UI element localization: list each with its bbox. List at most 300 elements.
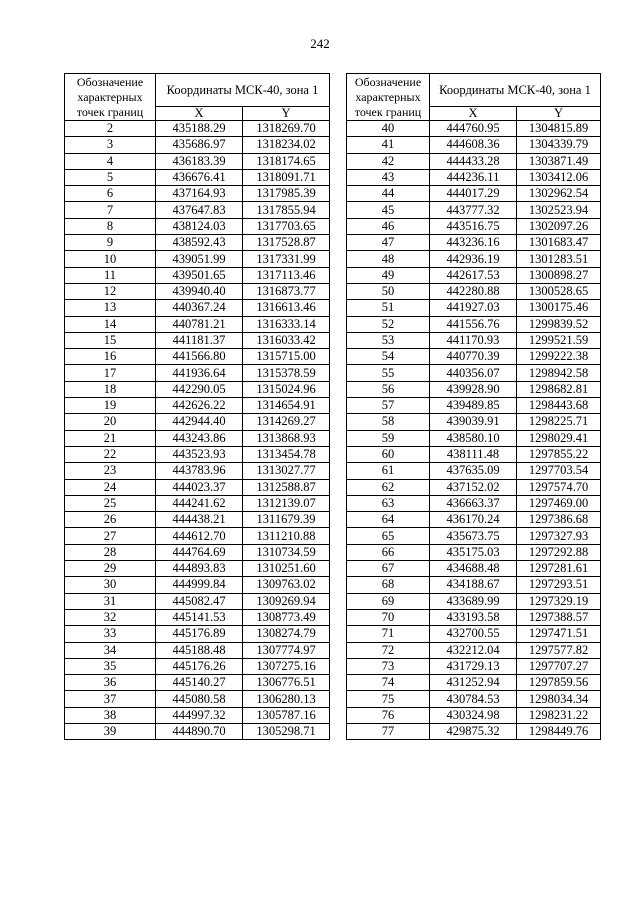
table-row <box>347 218 601 234</box>
table-row <box>65 675 330 691</box>
x-coordinate-cell: 436676.41 <box>156 169 243 185</box>
point-number-cell: 64 <box>347 512 430 528</box>
x-coordinate-cell: 441936.64 <box>156 365 243 381</box>
y-coordinate-cell: 1316333.14 <box>243 316 330 332</box>
table-row <box>65 658 330 674</box>
x-coordinate-cell: 441566.80 <box>156 349 243 365</box>
y-coordinate-cell: 1316873.77 <box>243 283 330 299</box>
point-number-cell: 38 <box>65 707 156 723</box>
y-coordinate-cell: 1318269.70 <box>243 121 330 137</box>
table-row <box>65 381 330 397</box>
x-coordinate-cell: 432212.04 <box>430 642 517 658</box>
x-coordinate-cell: 430324.98 <box>430 707 517 723</box>
table-row <box>65 430 330 446</box>
point-number-cell: 48 <box>347 251 430 267</box>
x-coordinate-cell: 438592.43 <box>156 235 243 251</box>
x-coordinate-cell: 444023.37 <box>156 479 243 495</box>
table-row <box>65 267 330 283</box>
point-number-cell: 73 <box>347 658 430 674</box>
x-coordinate-cell: 439940.40 <box>156 283 243 299</box>
y-coordinate-cell: 1312139.07 <box>243 495 330 511</box>
x-coordinate-cell: 443516.75 <box>430 218 517 234</box>
y-coordinate-cell: 1318091.71 <box>243 169 330 185</box>
y-coordinate-cell: 1317331.99 <box>243 251 330 267</box>
table-row <box>347 675 601 691</box>
table-row <box>347 495 601 511</box>
table-row <box>347 430 601 446</box>
y-coordinate-cell: 1307275.16 <box>243 658 330 674</box>
table-row <box>347 463 601 479</box>
table-row <box>65 495 330 511</box>
table-row <box>65 479 330 495</box>
y-coordinate-cell: 1297281.61 <box>517 561 601 577</box>
x-coordinate-cell: 432700.55 <box>430 626 517 642</box>
point-number-cell: 45 <box>347 202 430 218</box>
table-row <box>347 300 601 316</box>
point-number-cell: 55 <box>347 365 430 381</box>
x-coordinate-cell: 444608.36 <box>430 137 517 153</box>
x-coordinate-cell: 442290.05 <box>156 381 243 397</box>
x-coordinate-cell: 442280.88 <box>430 283 517 299</box>
header-point-label: Обозначение характерных точек границ <box>65 74 156 121</box>
table-row <box>347 316 601 332</box>
table-row <box>65 283 330 299</box>
point-number-cell: 71 <box>347 626 430 642</box>
table-row <box>347 398 601 414</box>
point-number-cell: 18 <box>65 381 156 397</box>
table-row <box>65 626 330 642</box>
point-number-cell: 53 <box>347 332 430 348</box>
point-number-cell: 23 <box>65 463 156 479</box>
table-row <box>347 202 601 218</box>
point-number-cell: 9 <box>65 235 156 251</box>
table-row <box>65 218 330 234</box>
y-coordinate-cell: 1297859.56 <box>517 675 601 691</box>
x-coordinate-cell: 434688.48 <box>430 561 517 577</box>
x-coordinate-cell: 431252.94 <box>430 675 517 691</box>
point-number-cell: 25 <box>65 495 156 511</box>
table-row <box>347 544 601 560</box>
x-coordinate-cell: 445082.47 <box>156 593 243 609</box>
y-coordinate-cell: 1317528.87 <box>243 235 330 251</box>
x-coordinate-cell: 445176.89 <box>156 626 243 642</box>
table-row <box>347 381 601 397</box>
table-row <box>347 658 601 674</box>
table-row <box>347 561 601 577</box>
point-number-cell: 46 <box>347 218 430 234</box>
point-number-cell: 43 <box>347 169 430 185</box>
table-row <box>347 137 601 153</box>
x-coordinate-cell: 434188.67 <box>430 577 517 593</box>
y-coordinate-cell: 1317855.94 <box>243 202 330 218</box>
y-coordinate-cell: 1313027.77 <box>243 463 330 479</box>
y-coordinate-cell: 1300528.65 <box>517 283 601 299</box>
y-coordinate-cell: 1312588.87 <box>243 479 330 495</box>
page-number: 242 <box>310 36 330 51</box>
point-number-cell: 44 <box>347 186 430 202</box>
header-coords-label: Координаты МСК-40, зона 1 <box>430 74 601 107</box>
table-row <box>65 609 330 625</box>
table-row <box>65 544 330 560</box>
x-coordinate-cell: 443783.96 <box>156 463 243 479</box>
table-row <box>65 446 330 462</box>
y-coordinate-cell: 1318174.65 <box>243 153 330 169</box>
table-body-left <box>65 121 330 740</box>
table-row <box>347 593 601 609</box>
table-row <box>347 186 601 202</box>
y-coordinate-cell: 1301683.47 <box>517 235 601 251</box>
y-coordinate-cell: 1299521.59 <box>517 332 601 348</box>
y-coordinate-cell: 1298942.58 <box>517 365 601 381</box>
table-row <box>347 349 601 365</box>
table-row <box>65 300 330 316</box>
table-row <box>65 723 330 739</box>
point-number-cell: 29 <box>65 561 156 577</box>
table-row <box>347 528 601 544</box>
x-coordinate-cell: 441181.37 <box>156 332 243 348</box>
table-row <box>347 153 601 169</box>
x-coordinate-cell: 444890.70 <box>156 723 243 739</box>
point-number-cell: 7 <box>65 202 156 218</box>
point-number-cell: 42 <box>347 153 430 169</box>
table-row <box>347 251 601 267</box>
point-number-cell: 5 <box>65 169 156 185</box>
point-number-cell: 63 <box>347 495 430 511</box>
table-row <box>65 463 330 479</box>
x-coordinate-cell: 437635.09 <box>430 463 517 479</box>
x-coordinate-cell: 430784.53 <box>430 691 517 707</box>
table-row <box>347 414 601 430</box>
point-number-cell: 61 <box>347 463 430 479</box>
x-coordinate-cell: 441927.03 <box>430 300 517 316</box>
point-number-cell: 16 <box>65 349 156 365</box>
x-coordinate-cell: 436663.37 <box>430 495 517 511</box>
table-row <box>347 169 601 185</box>
y-coordinate-cell: 1305298.71 <box>243 723 330 739</box>
y-coordinate-cell: 1306280.13 <box>243 691 330 707</box>
point-number-cell: 14 <box>65 316 156 332</box>
point-number-cell: 67 <box>347 561 430 577</box>
point-number-cell: 75 <box>347 691 430 707</box>
point-number-cell: 58 <box>347 414 430 430</box>
point-number-cell: 35 <box>65 658 156 674</box>
x-coordinate-cell: 441170.93 <box>430 332 517 348</box>
y-coordinate-cell: 1297574.70 <box>517 479 601 495</box>
point-number-cell: 6 <box>65 186 156 202</box>
point-number-cell: 13 <box>65 300 156 316</box>
header-point-label: Обозначение характерных точек границ <box>347 74 430 121</box>
x-coordinate-cell: 433689.99 <box>430 593 517 609</box>
y-coordinate-cell: 1298034.34 <box>517 691 601 707</box>
point-number-cell: 30 <box>65 577 156 593</box>
header-y-label: Y <box>243 107 330 121</box>
y-coordinate-cell: 1302523.94 <box>517 202 601 218</box>
table-row <box>65 512 330 528</box>
x-coordinate-cell: 439039.91 <box>430 414 517 430</box>
x-coordinate-cell: 438124.03 <box>156 218 243 234</box>
x-coordinate-cell: 437647.83 <box>156 202 243 218</box>
point-number-cell: 22 <box>65 446 156 462</box>
table-row <box>347 609 601 625</box>
point-number-cell: 26 <box>65 512 156 528</box>
point-number-cell: 50 <box>347 283 430 299</box>
table-row <box>347 365 601 381</box>
table-row <box>65 202 330 218</box>
y-coordinate-cell: 1317985.39 <box>243 186 330 202</box>
x-coordinate-cell: 442626.22 <box>156 398 243 414</box>
y-coordinate-cell: 1297386.68 <box>517 512 601 528</box>
point-number-cell: 41 <box>347 137 430 153</box>
y-coordinate-cell: 1306776.51 <box>243 675 330 691</box>
point-number-cell: 17 <box>65 365 156 381</box>
point-number-cell: 65 <box>347 528 430 544</box>
y-coordinate-cell: 1317113.46 <box>243 267 330 283</box>
y-coordinate-cell: 1303871.49 <box>517 153 601 169</box>
point-number-cell: 15 <box>65 332 156 348</box>
x-coordinate-cell: 436170.24 <box>430 512 517 528</box>
y-coordinate-cell: 1297329.19 <box>517 593 601 609</box>
y-coordinate-cell: 1318234.02 <box>243 137 330 153</box>
y-coordinate-cell: 1316613.46 <box>243 300 330 316</box>
header-y-label: Y <box>517 107 601 121</box>
point-number-cell: 74 <box>347 675 430 691</box>
y-coordinate-cell: 1310251.60 <box>243 561 330 577</box>
x-coordinate-cell: 435686.97 <box>156 137 243 153</box>
point-number-cell: 8 <box>65 218 156 234</box>
point-number-cell: 56 <box>347 381 430 397</box>
table-row <box>65 414 330 430</box>
x-coordinate-cell: 444438.21 <box>156 512 243 528</box>
point-number-cell: 2 <box>65 121 156 137</box>
x-coordinate-cell: 443236.16 <box>430 235 517 251</box>
y-coordinate-cell: 1298029.41 <box>517 430 601 446</box>
point-number-cell: 27 <box>65 528 156 544</box>
point-number-cell: 4 <box>65 153 156 169</box>
x-coordinate-cell: 438580.10 <box>430 430 517 446</box>
coordinates-table-right <box>346 73 601 740</box>
y-coordinate-cell: 1298231.22 <box>517 707 601 723</box>
x-coordinate-cell: 429875.32 <box>430 723 517 739</box>
point-number-cell: 54 <box>347 349 430 365</box>
y-coordinate-cell: 1299839.52 <box>517 316 601 332</box>
table-row <box>65 186 330 202</box>
point-number-cell: 52 <box>347 316 430 332</box>
x-coordinate-cell: 439051.99 <box>156 251 243 267</box>
x-coordinate-cell: 436183.39 <box>156 153 243 169</box>
y-coordinate-cell: 1303412.06 <box>517 169 601 185</box>
table-row <box>65 707 330 723</box>
point-number-cell: 76 <box>347 707 430 723</box>
y-coordinate-cell: 1307774.97 <box>243 642 330 658</box>
y-coordinate-cell: 1308773.49 <box>243 609 330 625</box>
point-number-cell: 12 <box>65 283 156 299</box>
y-coordinate-cell: 1297327.93 <box>517 528 601 544</box>
point-number-cell: 70 <box>347 609 430 625</box>
x-coordinate-cell: 445140.27 <box>156 675 243 691</box>
x-coordinate-cell: 439501.65 <box>156 267 243 283</box>
table-row <box>65 528 330 544</box>
y-coordinate-cell: 1297292.88 <box>517 544 601 560</box>
x-coordinate-cell: 445080.58 <box>156 691 243 707</box>
x-coordinate-cell: 437152.02 <box>430 479 517 495</box>
y-coordinate-cell: 1301283.51 <box>517 251 601 267</box>
table-row <box>65 642 330 658</box>
x-coordinate-cell: 442936.19 <box>430 251 517 267</box>
y-coordinate-cell: 1302097.26 <box>517 218 601 234</box>
table-row <box>347 479 601 495</box>
point-number-cell: 3 <box>65 137 156 153</box>
point-number-cell: 40 <box>347 121 430 137</box>
table-row <box>65 153 330 169</box>
point-number-cell: 32 <box>65 609 156 625</box>
y-coordinate-cell: 1313868.93 <box>243 430 330 446</box>
y-coordinate-cell: 1298443.68 <box>517 398 601 414</box>
y-coordinate-cell: 1297471.51 <box>517 626 601 642</box>
y-coordinate-cell: 1315378.59 <box>243 365 330 381</box>
coordinates-table-left <box>64 73 330 740</box>
point-number-cell: 36 <box>65 675 156 691</box>
point-number-cell: 69 <box>347 593 430 609</box>
y-coordinate-cell: 1300898.27 <box>517 267 601 283</box>
y-coordinate-cell: 1315024.96 <box>243 381 330 397</box>
x-coordinate-cell: 435673.75 <box>430 528 517 544</box>
table-row <box>65 577 330 593</box>
point-number-cell: 21 <box>65 430 156 446</box>
point-number-cell: 31 <box>65 593 156 609</box>
y-coordinate-cell: 1304339.79 <box>517 137 601 153</box>
table-row <box>65 332 330 348</box>
y-coordinate-cell: 1314269.27 <box>243 414 330 430</box>
x-coordinate-cell: 440781.21 <box>156 316 243 332</box>
x-coordinate-cell: 440356.07 <box>430 365 517 381</box>
x-coordinate-cell: 441556.76 <box>430 316 517 332</box>
x-coordinate-cell: 444893.83 <box>156 561 243 577</box>
x-coordinate-cell: 435175.03 <box>430 544 517 560</box>
table-row <box>347 267 601 283</box>
point-number-cell: 49 <box>347 267 430 283</box>
table-row <box>347 626 601 642</box>
point-number-cell: 59 <box>347 430 430 446</box>
y-coordinate-cell: 1311210.88 <box>243 528 330 544</box>
y-coordinate-cell: 1297469.00 <box>517 495 601 511</box>
header-x-label: X <box>430 107 517 121</box>
x-coordinate-cell: 444236.11 <box>430 169 517 185</box>
table-row <box>65 235 330 251</box>
y-coordinate-cell: 1304815.89 <box>517 121 601 137</box>
y-coordinate-cell: 1302962.54 <box>517 186 601 202</box>
point-number-cell: 72 <box>347 642 430 658</box>
point-number-cell: 62 <box>347 479 430 495</box>
x-coordinate-cell: 443777.32 <box>430 202 517 218</box>
y-coordinate-cell: 1317703.65 <box>243 218 330 234</box>
y-coordinate-cell: 1313454.78 <box>243 446 330 462</box>
y-coordinate-cell: 1298682.81 <box>517 381 601 397</box>
y-coordinate-cell: 1300175.46 <box>517 300 601 316</box>
x-coordinate-cell: 431729.13 <box>430 658 517 674</box>
table-row <box>65 691 330 707</box>
point-number-cell: 51 <box>347 300 430 316</box>
point-number-cell: 57 <box>347 398 430 414</box>
y-coordinate-cell: 1298225.71 <box>517 414 601 430</box>
point-number-cell: 47 <box>347 235 430 251</box>
x-coordinate-cell: 438111.48 <box>430 446 517 462</box>
table-row <box>347 446 601 462</box>
point-number-cell: 20 <box>65 414 156 430</box>
x-coordinate-cell: 445141.53 <box>156 609 243 625</box>
x-coordinate-cell: 435188.29 <box>156 121 243 137</box>
point-number-cell: 11 <box>65 267 156 283</box>
table-row <box>347 332 601 348</box>
x-coordinate-cell: 433193.58 <box>430 609 517 625</box>
table-row <box>65 169 330 185</box>
x-coordinate-cell: 440770.39 <box>430 349 517 365</box>
x-coordinate-cell: 445188.48 <box>156 642 243 658</box>
x-coordinate-cell: 439489.85 <box>430 398 517 414</box>
table-row <box>347 283 601 299</box>
y-coordinate-cell: 1308274.79 <box>243 626 330 642</box>
x-coordinate-cell: 444241.62 <box>156 495 243 511</box>
table-row <box>347 691 601 707</box>
x-coordinate-cell: 443243.86 <box>156 430 243 446</box>
y-coordinate-cell: 1297577.82 <box>517 642 601 658</box>
y-coordinate-cell: 1310734.59 <box>243 544 330 560</box>
y-coordinate-cell: 1316033.42 <box>243 332 330 348</box>
x-coordinate-cell: 444997.32 <box>156 707 243 723</box>
table-body-right <box>347 121 601 740</box>
header-coords-label: Координаты МСК-40, зона 1 <box>156 74 330 107</box>
x-coordinate-cell: 444017.29 <box>430 186 517 202</box>
x-coordinate-cell: 440367.24 <box>156 300 243 316</box>
y-coordinate-cell: 1315715.00 <box>243 349 330 365</box>
y-coordinate-cell: 1305787.16 <box>243 707 330 723</box>
y-coordinate-cell: 1297388.57 <box>517 609 601 625</box>
table-row <box>65 316 330 332</box>
x-coordinate-cell: 437164.93 <box>156 186 243 202</box>
x-coordinate-cell: 444433.28 <box>430 153 517 169</box>
table-row <box>347 723 601 739</box>
table-row <box>65 365 330 381</box>
y-coordinate-cell: 1297855.22 <box>517 446 601 462</box>
table-row <box>347 121 601 137</box>
x-coordinate-cell: 445176.26 <box>156 658 243 674</box>
x-coordinate-cell: 444764.69 <box>156 544 243 560</box>
point-number-cell: 10 <box>65 251 156 267</box>
table-row <box>65 121 330 137</box>
x-coordinate-cell: 444999.84 <box>156 577 243 593</box>
table-row <box>65 593 330 609</box>
x-coordinate-cell: 444612.70 <box>156 528 243 544</box>
y-coordinate-cell: 1314654.91 <box>243 398 330 414</box>
point-number-cell: 60 <box>347 446 430 462</box>
x-coordinate-cell: 439928.90 <box>430 381 517 397</box>
point-number-cell: 37 <box>65 691 156 707</box>
y-coordinate-cell: 1299222.38 <box>517 349 601 365</box>
y-coordinate-cell: 1297703.54 <box>517 463 601 479</box>
table-row <box>347 512 601 528</box>
point-number-cell: 66 <box>347 544 430 560</box>
x-coordinate-cell: 442617.53 <box>430 267 517 283</box>
table-row <box>347 577 601 593</box>
point-number-cell: 33 <box>65 626 156 642</box>
point-number-cell: 34 <box>65 642 156 658</box>
table-row <box>65 349 330 365</box>
y-coordinate-cell: 1298449.76 <box>517 723 601 739</box>
point-number-cell: 28 <box>65 544 156 560</box>
table-row <box>65 251 330 267</box>
y-coordinate-cell: 1297293.51 <box>517 577 601 593</box>
point-number-cell: 68 <box>347 577 430 593</box>
table-row <box>347 642 601 658</box>
